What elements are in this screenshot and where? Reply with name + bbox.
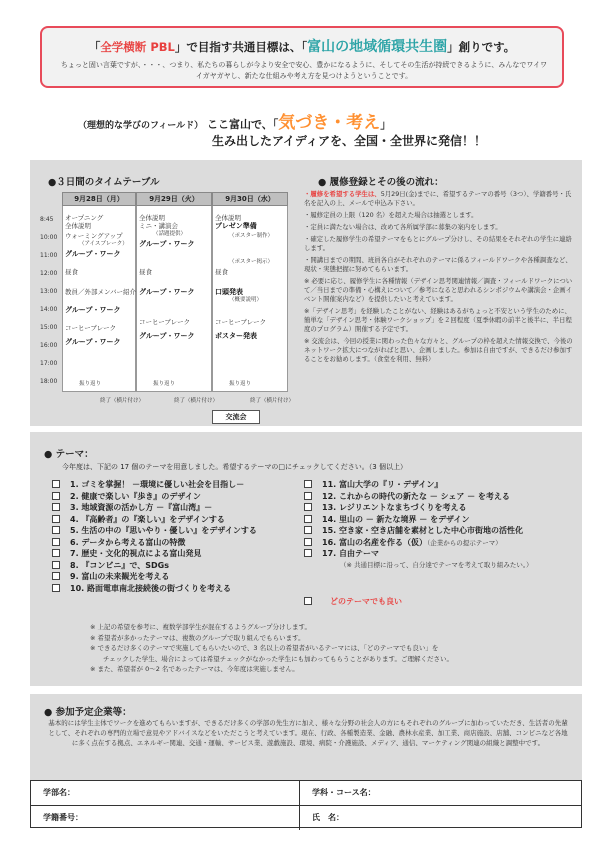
theme-row[interactable] [304, 514, 533, 526]
companies-title: ● 参加予定企業等： [44, 707, 132, 718]
theme-checkbox[interactable] [304, 515, 312, 523]
theme-checkbox[interactable] [52, 492, 60, 500]
day-3-end: 終了（横片付け） [250, 398, 295, 404]
schedule-item: 振り返り [229, 381, 252, 387]
flow-text: ※ 交流会は、今回の授業に関わった色々な方々と、グループの枠を超えた情報交換で、今後のネットワーク拡大につながればと思い、企画しました。参加は自由ですが、できるだけ参加することをお勧めします。（食堂を利用、無料） [304, 337, 573, 363]
theme-checkbox[interactable] [52, 526, 60, 534]
schedule-item: ポスター発表 [215, 332, 257, 340]
theme-checkbox[interactable] [304, 526, 312, 534]
day-3-header: 9月30日（水） [212, 192, 288, 206]
schedule-item: 昼食 [139, 268, 152, 276]
tagline-close: 」 [380, 118, 392, 131]
time-label: 10:00 [40, 234, 58, 241]
theme-any-checkbox[interactable] [304, 597, 312, 605]
theme-notes [90, 622, 520, 675]
theme-label: 4. 『高齢者』の『楽しい』をデザインする [70, 514, 225, 524]
theme-row[interactable] [52, 548, 257, 560]
theme-checkbox[interactable] [52, 515, 60, 523]
schedule-item: グループ・ワーク [139, 240, 195, 248]
schedule-item: （ポスター制作） [229, 233, 274, 239]
theme-label: 3. 地域資源の活かし方 －『富山湾』－ [70, 503, 213, 512]
theme-label: 13. レジリエントなまちづくりを考える [322, 503, 467, 512]
theme-checkbox[interactable] [52, 584, 60, 592]
flow-item [304, 235, 574, 253]
banner-pre: 「 [88, 40, 101, 54]
theme-label: 6. データから考える富山の特徴 [70, 537, 186, 547]
tagline-key: 気づき・考え [278, 113, 381, 133]
theme-list-left [52, 479, 257, 594]
theme-label: 11. 富山大学の『リ・デザイン』 [322, 480, 443, 489]
flow-item [304, 277, 574, 304]
schedule-item: 口頭発表 [215, 288, 243, 296]
flow-text: ・確定した履修学生の希望テーマをもとにグループ分けし、その結果をそれぞれの学生に連絡します。 [304, 235, 572, 252]
schedule-item: グループ・ワーク [139, 288, 195, 296]
schedule-item: 昼食 [215, 268, 228, 276]
time-label: 13:00 [40, 288, 58, 295]
theme-checkbox[interactable] [52, 561, 60, 569]
theme-checkbox[interactable] [304, 549, 312, 557]
schedule-item: 全体説明 [215, 214, 241, 222]
schedule-item: プレゼン準備 [215, 222, 257, 230]
schedule-item: コーヒーブレーク [139, 318, 191, 326]
day-2-end: 終了（横片付け） [174, 398, 219, 404]
theme-label: 2. 健康で楽しい『歩き』のデザイン [70, 491, 201, 501]
flow-item [304, 256, 574, 274]
time-label: 15:00 [40, 324, 58, 331]
form-row-1 [31, 781, 581, 805]
theme-note-line: ※ 希望者が多かったテーマは、複数のグループで取り組んでもらいます。 [90, 633, 305, 642]
timetable [40, 192, 295, 404]
theme-row[interactable] [304, 479, 533, 491]
schedule-item: コーヒーブレーク [215, 318, 267, 326]
time-label: 11:00 [40, 252, 58, 259]
theme-note-line: ※ できるだけ多くのテーマで実施してもらいたいので、3 名以上の希望者がいるテーマには、「どのテーマでも良い」を [90, 644, 439, 652]
theme-row[interactable] [52, 560, 257, 572]
schedule-item: （アイスブレーク） [79, 241, 128, 247]
theme-row[interactable] [52, 537, 257, 549]
schedule-item: グループ・ワーク [65, 250, 121, 258]
theme-row[interactable] [52, 525, 257, 537]
theme-checkbox[interactable] [52, 572, 60, 580]
theme-17-note: （※ 共通目標に沿って、自分達でテーマを考えて取り組みたい。） [340, 560, 533, 569]
time-label: 8:45 [40, 216, 54, 223]
flow-item [304, 211, 574, 220]
theme-any-row[interactable] [304, 596, 402, 608]
flow-text: ※「デザイン思考」を経験したことがない、経験はあるがちょっと不安という学生のために、簡単な「デザイン思考・体験ワークショップ」を２回程度（夏季休暇の前半と後半に、半日程度のプログラム）開催する予定です。 [304, 307, 572, 333]
day-1-end: 終了（横片付け） [100, 398, 145, 404]
schedule-item: グループ・ワーク [139, 332, 195, 340]
theme-checkbox[interactable] [52, 538, 60, 546]
theme-label: 17. 自由テーマ [322, 549, 379, 558]
banner-pbl: 全学横断 PBL [100, 40, 175, 54]
schedule-item: グループ・ワーク [65, 306, 121, 314]
theme-row[interactable] [52, 491, 257, 503]
banner-headline [42, 36, 562, 56]
timetable-title: ●３日間のタイムテーブル [48, 177, 160, 188]
schedule-item: 振り返り [153, 381, 176, 387]
theme-row[interactable] [52, 479, 257, 491]
companies-body: 基本的には学生主体でワークを進めてもらいますが、できるだけ多くの学部の先生方に加え、様々な分野の社会人の方にもそれぞれのグループに加わっていただき、生活者の先輩として、それぞれの専門的立場で意見やアドバイスなどをいただこうと考えています。現在、行政、各種製造業、金融、農林水産業、加工業、商店施設、店舗、コンビニなど各地に多く点在する拠点、エネルギー関連、交通・運輸、サービス業、遊戯施設、環境、病院・介護施設、メディア、通信、マーケティング関連の組織と調整中です。 [48, 719, 568, 747]
banner-mid: 」で目指す共通目標は、「 [174, 40, 308, 54]
theme-checkbox[interactable] [52, 503, 60, 511]
banner-goal: 富山の地域循環共生圏 [307, 39, 448, 55]
theme-row[interactable] [304, 525, 533, 537]
schedule-item: （ポスター掲示） [229, 259, 274, 265]
theme-list-right [304, 479, 533, 571]
theme-note-line: チェックした学生、場合によっては希望チェックがなかった学生にも加わってもらうことがあります。ご理解ください。 [90, 654, 454, 663]
theme-label: 10. 路面電車南北接続後の街づくりを考える [70, 583, 231, 593]
tagline-line1 [78, 108, 391, 133]
flow-text: ・開講日までの期間、班員各自がそれぞれのテーマに係るフィールドワークや各種調査など、現状・実態把握に努めてもらいます。 [304, 256, 572, 273]
theme-row[interactable] [304, 491, 533, 503]
theme-label: 1. ゴミを掌握！ －環境に優しい社会を目指し－ [70, 480, 245, 489]
theme-label: 16. 富山の名産を作る（仮） [322, 537, 427, 547]
theme-row[interactable] [304, 548, 533, 560]
theme-any-label: どのテーマでも良い [330, 597, 402, 606]
flow-text: 5月29日(金)までに、希望するテーマの番号（3つ）、学籍番号・氏名を記入の上、メールで申込み下さい。 [304, 190, 572, 207]
schedule-item: グループ・ワーク [65, 338, 121, 346]
schedule-item: コーヒーブレーク [65, 324, 117, 332]
flow-text: ・定員に満たない場合は、改めて各所属学部に募集の案内をします。 [304, 223, 502, 231]
flow-title: ● 履修登録とその後の流れ： [318, 177, 444, 188]
schedule-item: 全体説明 [65, 222, 91, 230]
name-field[interactable]: 氏 名： [299, 806, 583, 830]
schedule-item: ミニ・講演会 [139, 222, 178, 230]
theme-checkbox[interactable] [304, 492, 312, 500]
theme-checkbox[interactable] [304, 503, 312, 511]
schedule-item: （話題提供） [153, 231, 187, 237]
theme-label: 8. 『コンビニ』で、SDGs [70, 560, 169, 570]
theme-label: 14. 里山の － 新たな境界 － をデザイン [322, 514, 470, 524]
flow-item [304, 307, 574, 334]
theme-checkbox[interactable] [52, 480, 60, 488]
schedule-item: 教員／外部メンバー紹介 [65, 288, 137, 296]
theme-label: 15. 空き家・空き店舗を素材とした中心市街地の活性化 [322, 526, 523, 535]
theme-intro: 今年度は、下記の 17 個のテーマを用意しました。希望するテーマの□にチェックしてください。（3 個以上） [62, 463, 407, 471]
schedule-item: 昼食 [65, 268, 78, 276]
day-2-header: 9月29日（火） [136, 192, 212, 206]
theme-checkbox[interactable] [304, 538, 312, 546]
schedule-item: （概要説明） [229, 297, 263, 303]
flow-item [304, 223, 574, 232]
theme-16-note: （企業からの提示テーマ） [426, 538, 502, 547]
time-label: 14:00 [40, 306, 58, 313]
theme-title: ● テーマ： [44, 449, 94, 460]
flow-text: ・履修定員の上限（120 名）を超えた場合は抽選とします。 [304, 211, 478, 219]
theme-row[interactable] [52, 514, 257, 526]
theme-row[interactable] [304, 537, 533, 549]
time-label: 17:00 [40, 360, 58, 367]
schedule-item: 全体説明 [139, 214, 165, 222]
banner-post: 」創りです。 [447, 40, 516, 54]
flow-highlight: ・履修を希望する学生は、 [304, 190, 381, 198]
time-label: 12:00 [40, 270, 58, 277]
tagline-line2: 生み出したアイディアを、全国・全世界に発信！！ [212, 134, 486, 148]
theme-label: 5. 生活の中の『思いやり・優しい』をデザインする [70, 526, 257, 535]
faculty-field[interactable]: 学部名： [43, 788, 75, 797]
flow-item [304, 190, 574, 208]
banner [40, 26, 564, 88]
theme-note-line: ※ 上記の希望を参考に、複数学部学生が混在するようグループ分けします。 [90, 623, 311, 631]
flow-list [304, 190, 574, 367]
schedule-item: ウォーミングアップ [65, 232, 123, 240]
theme-row[interactable] [304, 502, 533, 514]
theme-row[interactable] [52, 502, 257, 514]
entry-form [30, 780, 582, 828]
form-row-2 [31, 805, 581, 829]
tagline-prefix: （理想的な学びのフィールド） [78, 121, 204, 131]
theme-checkbox[interactable] [52, 549, 60, 557]
theme-label: 7. 歴史・文化的視点による富山発見 [70, 549, 202, 558]
schedule-item: 振り返り [79, 381, 102, 387]
social-event-box: 交流会 [212, 410, 260, 424]
flow-item [304, 337, 574, 364]
time-label: 16:00 [40, 342, 58, 349]
course-field[interactable]: 学科・コース名： [299, 781, 583, 805]
theme-row[interactable] [52, 583, 257, 595]
theme-checkbox[interactable] [304, 480, 312, 488]
theme-row[interactable] [52, 571, 257, 583]
schedule-item: オープニング [65, 214, 104, 222]
banner-body: ちょっと固い言葉ですが、・・・、つまり、私たちの暮らしが今より安全で安心、豊かになるように、そしてその生活が持続できるように、みんなでワイワイガヤガヤし、新たな仕組みや考え方を見つけようということです。 [60, 61, 548, 80]
student-id-field[interactable]: 学籍番号： [43, 813, 83, 822]
day-1-header: 9月28日（月） [62, 192, 136, 206]
flow-text: ※ 必要に応じ、履修学生に各種情報（デザイン思考関連情報／調査・フィールドワークについて／当日までの準備・心構えについて／参考になると思われるシンポジウムや講演会・企画イベント開催案内など）を提供したいと考えています。 [304, 277, 573, 303]
tagline-middle: ここ富山で、「 [206, 118, 279, 131]
time-label: 18:00 [40, 378, 58, 385]
theme-label: 9. 富山の未来観光を考える [70, 572, 170, 581]
theme-note-line: ※ また、希望者が 0〜2 名であったテーマは、今年度は実施しません。 [90, 665, 299, 673]
theme-label: 12. これからの時代の新たな － シェア － を考える [322, 491, 510, 501]
